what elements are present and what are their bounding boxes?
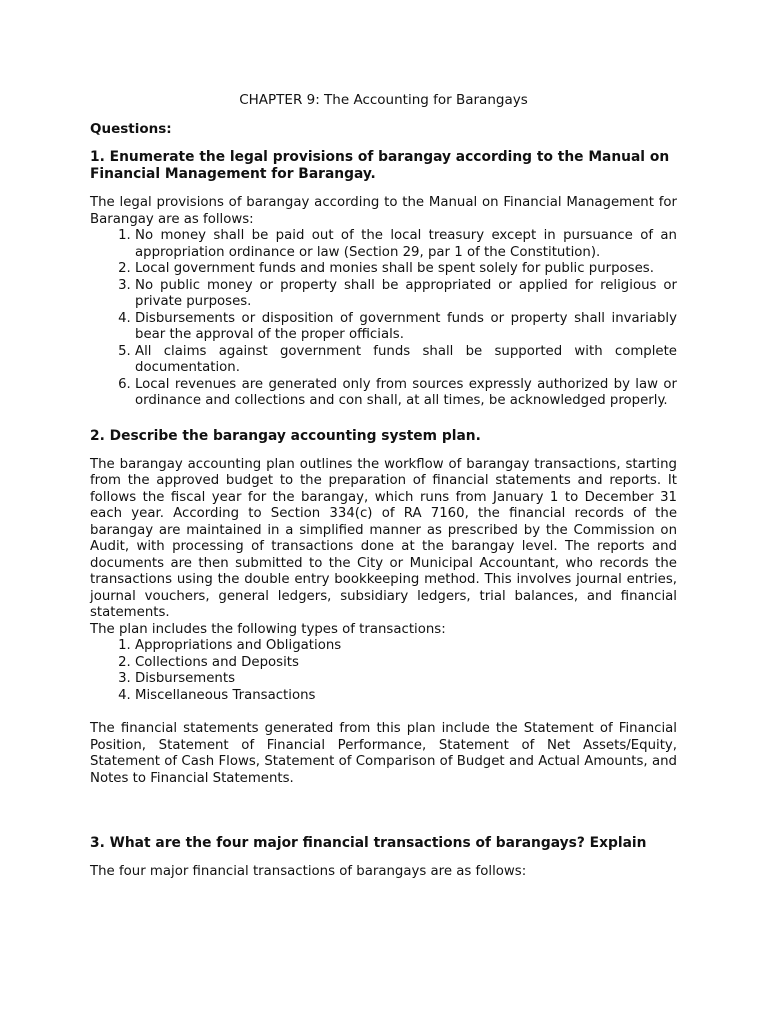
list-item: 2. Collections and Deposits — [135, 655, 677, 672]
list-item: 1. No money shall be paid out of the local treasury except in pursuance of an appropriation ordinance or law (Section 29, par 1 of the Constitution). — [135, 228, 677, 261]
legal-provisions-list — [90, 228, 677, 410]
question-3-intro: The four major financial transactions of barangays are as follows: — [90, 864, 527, 879]
list-item: 1. Appropriations and Obligations — [135, 638, 677, 655]
question-2-heading: 2. Describe the barangay accounting system plan. — [90, 427, 481, 444]
list-item: 3. No public money or property shall be appropriated or applied for religious or private purposes. — [135, 278, 677, 311]
list-item: 4. Disbursements or disposition of government funds or property shall invariably bear the approval of the proper officials. — [135, 311, 677, 344]
list-item: 6. Local revenues are generated only from sources expressly authorized by law or ordinance and collections and con shall, at all times, be acknowledged properly. — [135, 377, 677, 410]
question-2-paragraph: The barangay accounting plan outlines the workflow of barangay transactions, starting from the approved budget to the preparation of financial statements and reports. It follows the fiscal year for the barangay, which runs from January 1 to December 31 each year. According to Section 334(c) of RA 7160, the financial records of the barangay are maintained in a simplified manner as prescribed by the Commission on Audit, with processing of transactions done at the barangay level. The reports and documents are then submitted to the City or Municipal Accountant, who records the transactions using the double entry bookkeeping method. This involves journal entries, journal vouchers, general ledgers, subsidiary ledgers, trial balances, and financial statements. — [90, 456, 677, 620]
document-page — [90, 92, 677, 881]
question-1-intro: The legal provisions of barangay according to the Manual on Financial Management for Barangay are as follows: — [90, 195, 677, 227]
list-item: 2. Local government funds and monies shall be spent solely for public purposes. — [135, 261, 677, 278]
question-1-heading: 1. Enumerate the legal provisions of barangay according to the Manual on Financial Management for Barangay. — [90, 149, 670, 182]
question-3-heading: 3. What are the four major financial transactions of barangays? Explain — [90, 835, 647, 851]
plan-intro: The plan includes the following types of transactions: — [90, 621, 446, 637]
chapter-title: CHAPTER 9: The Accounting for Barangays — [239, 92, 528, 108]
list-item: 4. Miscellaneous Transactions — [135, 688, 677, 705]
list-item: 3. Disbursements — [135, 671, 677, 688]
financial-statements-paragraph: The financial statements generated from this plan include the Statement of Financial Position, Statement of Financial Performance, Statement of Net Assets/Equity, Statement of Cash Flows, Statement of Comparison of Budget and Actual Amounts, and Notes to Financial Statements. — [90, 721, 677, 786]
transaction-types-list — [90, 638, 677, 704]
list-item: 5. All claims against government funds shall be supported with complete documentation. — [135, 344, 677, 377]
questions-label: Questions: — [90, 120, 172, 137]
